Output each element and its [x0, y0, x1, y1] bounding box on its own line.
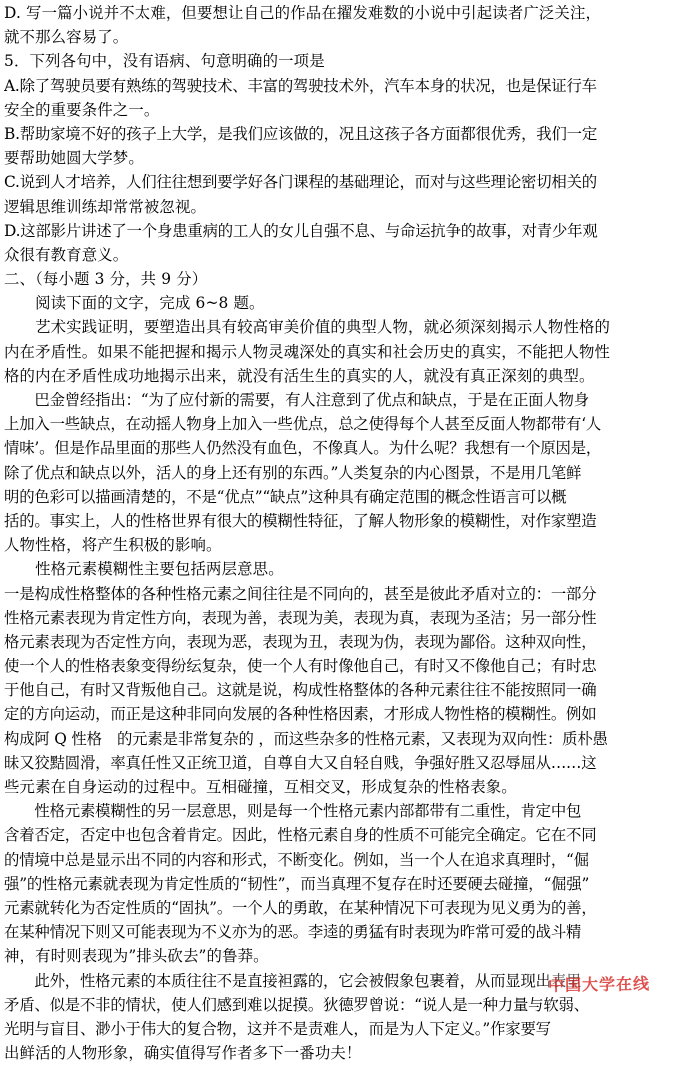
- text-line: 在某种情况下则又可能表现为不义亦为的恶。李逵的勇猛有时表现为昨常可爱的战斗精: [4, 923, 582, 942]
- option-b-line: B.帮助家境不好的孩子上大学，是我们应该做的，况且这孩子各方面都很优秀，我们一定: [4, 124, 598, 143]
- text-line: 光明与盲目、渺小于伟大的复合物，这并不是责难人，而是为人下定义。”作家要写: [4, 1019, 551, 1038]
- option-b-line: 要帮助她圆大学梦。: [4, 149, 144, 168]
- text-line: 性格元素表现为肯定性方向，表现为善，表现为美，表现为真，表现为圣洁；另一部分性: [4, 608, 597, 627]
- text-line: 明的色彩可以描画清楚的，不是“优点”“缺点”这种具有确定范围的概念性语言可以概: [4, 487, 567, 506]
- text-line: 于他自己，有时又背叛他自己。这就是说，构成性格整体的各种元素往往不能按照同一确: [4, 681, 597, 700]
- text-line: 构成阿 Q 性格 的元素是非常复杂的 ，而这些杂多的性格元素，又表现为双向性：质朴愚: [4, 729, 608, 748]
- option-d-line: 众很有教育意义。: [4, 245, 129, 264]
- text-line: 此外，性格元素的本质往往不是直接袒露的，它会被假象包裹着，从而显现出表里: [4, 971, 582, 990]
- watermark-logo: 中国大学在线: [548, 971, 650, 996]
- text-line: 神，有时则表现为”排头砍去”的鲁莽。: [4, 947, 269, 966]
- text-line: 定的方向运动，而正是这种非同向发展的各种性格因素，才形成人物性格的模糊性。例如: [4, 705, 597, 724]
- option-c-line: 逻辑思维训练却常常被忽视。: [4, 197, 207, 216]
- text-line: 一是构成性格整体的各种性格元素之间往往是不同向的，甚至是彼此矛盾对立的：一部分: [4, 584, 597, 603]
- section-heading: 二、（每小题 3 分，共 9 分）: [4, 270, 208, 289]
- text-line: 情味’。但是作品里面的那些人仍然没有血色，不像真人。为什么呢？我想有一个原因是，: [4, 439, 602, 458]
- text-line: 巴金曾经指出：“为了应付新的需要，有人注意到了优点和缺点，于是在正面人物身: [4, 391, 589, 409]
- question-5-stem: 5．下列各句中，没有语病、句意明确的一项是: [4, 52, 325, 71]
- text-line: 昧又狡黠圆滑，率真任性又正统卫道，自尊自大又自轻自贱，争强好胜又忍辱屈从……这: [4, 753, 597, 772]
- document-page: [4, 1, 676, 1065]
- reading-instruction: 阅读下面的文字，完成 6~8 题。: [4, 294, 265, 313]
- option-c-line: C.说到人才培养，人们往往想到要学好各门课程的基础理论，而对与这些理论密切相关的: [4, 173, 597, 192]
- text-line: 艺术实践证明，要塑造出具有较高审美价值的典型人物，就必须深刻揭示人物性格的: [4, 318, 611, 337]
- text-line: D. 写一篇小说并不太难，但要想让自己的作品在擢发难数的小说中引起读者广泛关注，: [4, 4, 602, 22]
- text-line: 括的。事实上，人的性格世界有很大的模糊性特征，了解人物形象的模糊性，对作家塑造: [4, 511, 597, 530]
- text-line: 性格元素模糊性的另一层意思，则是每一个性格元素内部都带有二重性，肯定中包: [4, 802, 582, 821]
- text-line: 出鲜活的人物形象，确实值得写作者多下一番功夫！: [4, 1044, 362, 1063]
- text-line: 人物性格，将产生积极的影响。: [4, 536, 222, 555]
- text-line: 内在矛盾性。如果不能把握和揭示人物灵魂深处的真实和社会历史的真实，不能把人物性: [4, 342, 611, 361]
- text-line: 使一个人的性格表象变得纷纭复杂，使一个人有时像他自己，有时又不像他自己；有时忠: [4, 657, 597, 676]
- text-line: 格元素表现为否定性方向，表现为恶，表现为丑，表现为伪，表现为鄙俗。这种双向性，: [4, 632, 597, 651]
- text-line: 上加入一些缺点，在动摇人物身上加入一些优点，总之使得每个人甚至反面人物都带有‘人: [4, 415, 602, 434]
- text-line: 格的内在矛盾性成功地揭示出来，就没有活生生的真实的人，就没有真正深刻的典型。: [4, 366, 595, 385]
- option-a-line: A.除了驾驶员要有熟练的驾驶技术、丰富的驾驶技术外，汽车本身的状况，也是保证行车: [4, 76, 597, 95]
- text-line: 矛盾、似是不非的情状，使人们感到难以捉摸。狄德罗曾说：“说人是一种力量与软弱、: [4, 995, 589, 1014]
- text-line: 的情境中总是显示出不同的内容和形式，不断变化。例如，当一个人在追求真理时，“倔: [4, 850, 589, 869]
- text-line: 强”的性格元素就表现为肯定性质的“韧性”，而当真理不复存在时还要硬去碰撞，“倔强”: [4, 874, 590, 893]
- text-line: 除了优点和缺点以外，活人的身上还有别的东西。”人类复杂的内心图景，不是用几笔鲜: [4, 463, 582, 482]
- option-d-line: D.这部影片讲述了一个身患重病的工人的女儿自强不息、与命运抗争的故事，对青少年观: [4, 221, 598, 240]
- option-a-line: 安全的重要条件之一。: [4, 100, 160, 119]
- text-line: 就不那么容易了。: [4, 28, 129, 47]
- text-line: 性格元素模糊性主要包括两层意思。: [4, 560, 284, 579]
- text-line: 些元素在自身运动的过程中。互相碰撞，互相交叉，形成复杂的性格表象。: [4, 778, 517, 796]
- text-line: 含着否定，否定中也包含着肯定。因此，性格元素自身的性质不可能完全确定。它在不同: [4, 826, 597, 845]
- text-line: 元素就转化为否定性质的“固执”。一个人的勇敢，在某种情况下可表现为见义勇为的善，: [4, 898, 597, 917]
